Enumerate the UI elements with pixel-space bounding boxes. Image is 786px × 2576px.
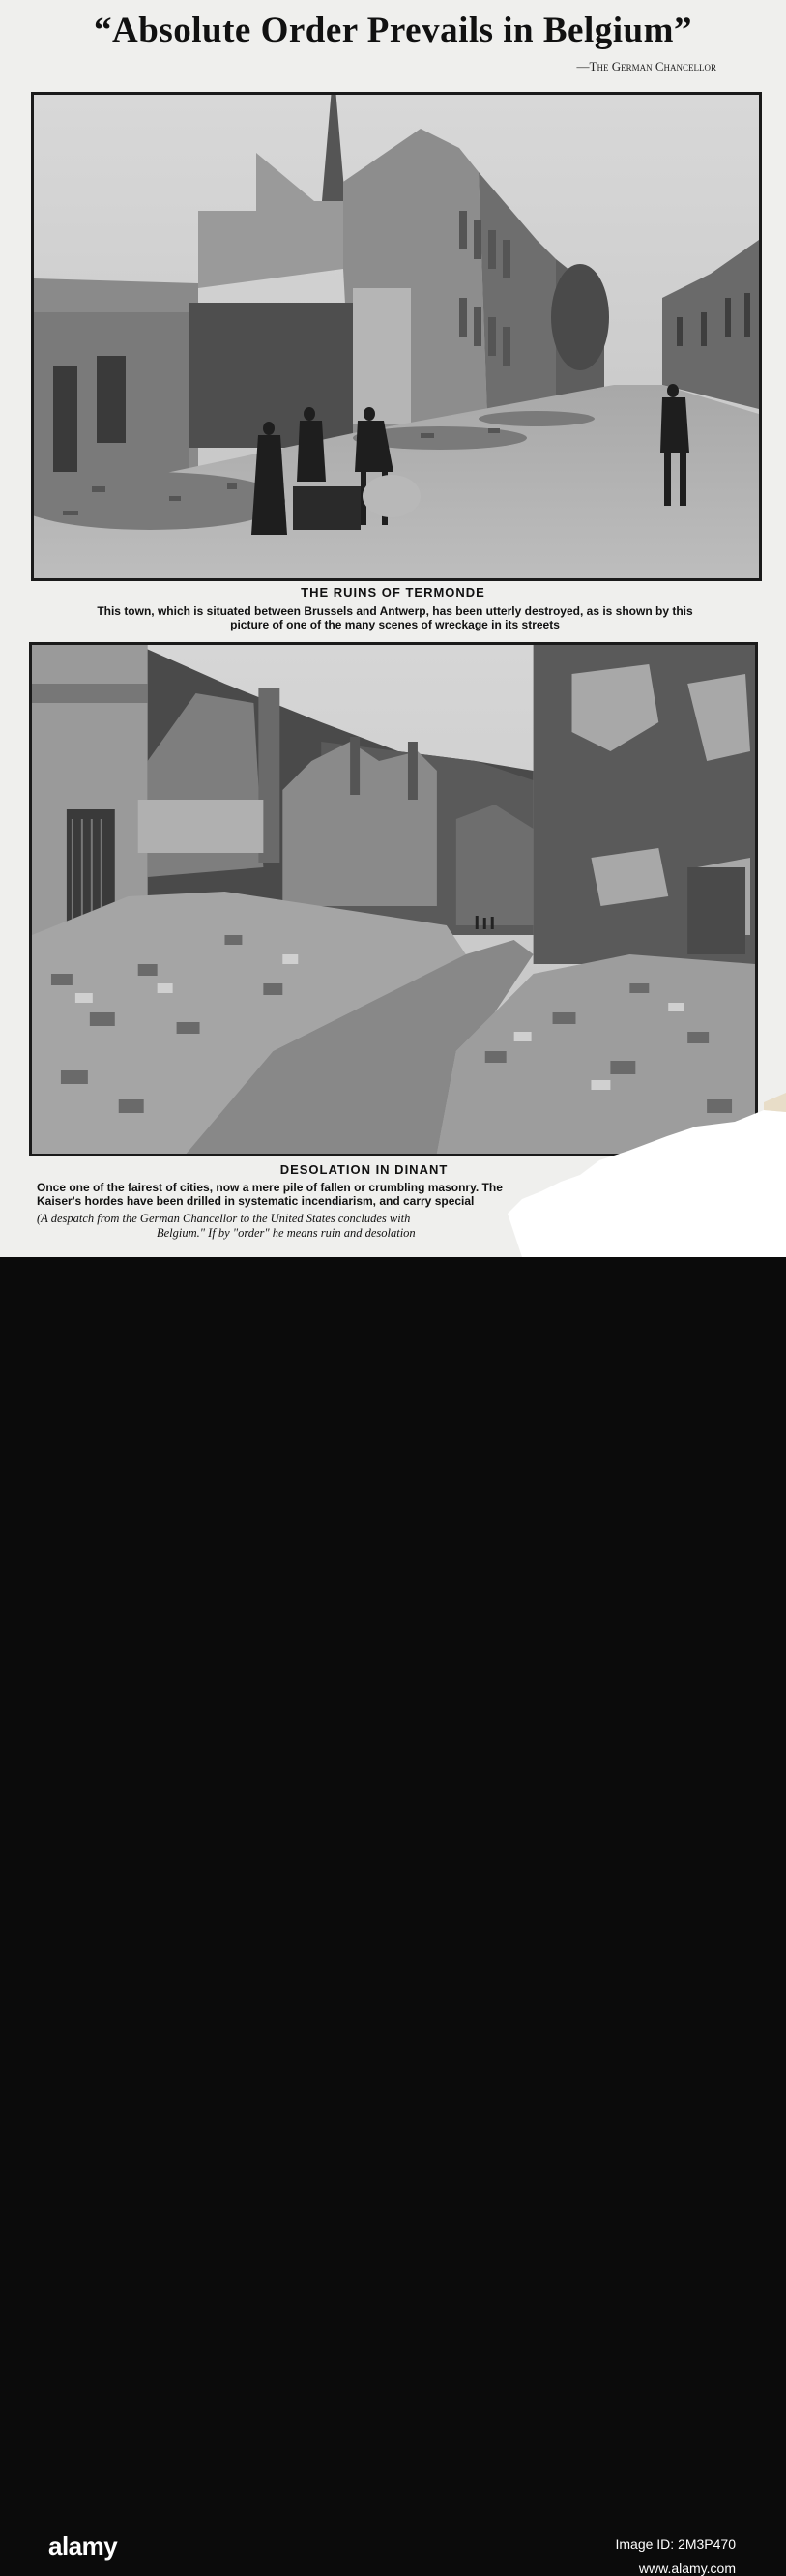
image-id-label: Image ID: 2M3P470 [615,2536,736,2552]
magazine-page [0,0,786,1257]
caption-title-termonde: THE RUINS OF TERMONDE [301,585,485,600]
caption-text-dinant-line4: Belgium." If by "order" he means ruin and desolation [157,1226,416,1240]
site-url: www.alamy.com [638,2561,736,2576]
headline-attribution: —The German Chancellor [576,59,716,73]
photo-dinant [29,642,758,1156]
photo-termonde [31,92,762,581]
caption-text-termonde-line1: This town, which is situated between Brussels and Antwerp, has been utterly destroyed, as is shown by this [97,604,693,618]
caption-title-dinant: DESOLATION IN DINANT [279,1162,449,1177]
caption-text-dinant-line3: (A despatch from the German Chancellor to the United States concludes with [37,1212,411,1225]
watermark-footer [0,1257,786,2576]
page-headline: “Absolute Order Prevails in Belgium” [94,11,692,50]
caption-text-dinant-line2: Kaiser's hordes have been drilled in systematic incendiarism, and carry special [37,1194,475,1208]
caption-text-dinant-line1: Once one of the fairest of cities, now a mere pile of fallen or crumbling masonry. The [37,1181,503,1194]
alamy-logo: alamy [48,2532,118,2561]
caption-text-termonde-line2: picture of one of the many scenes of wreckage in its streets [230,618,560,631]
